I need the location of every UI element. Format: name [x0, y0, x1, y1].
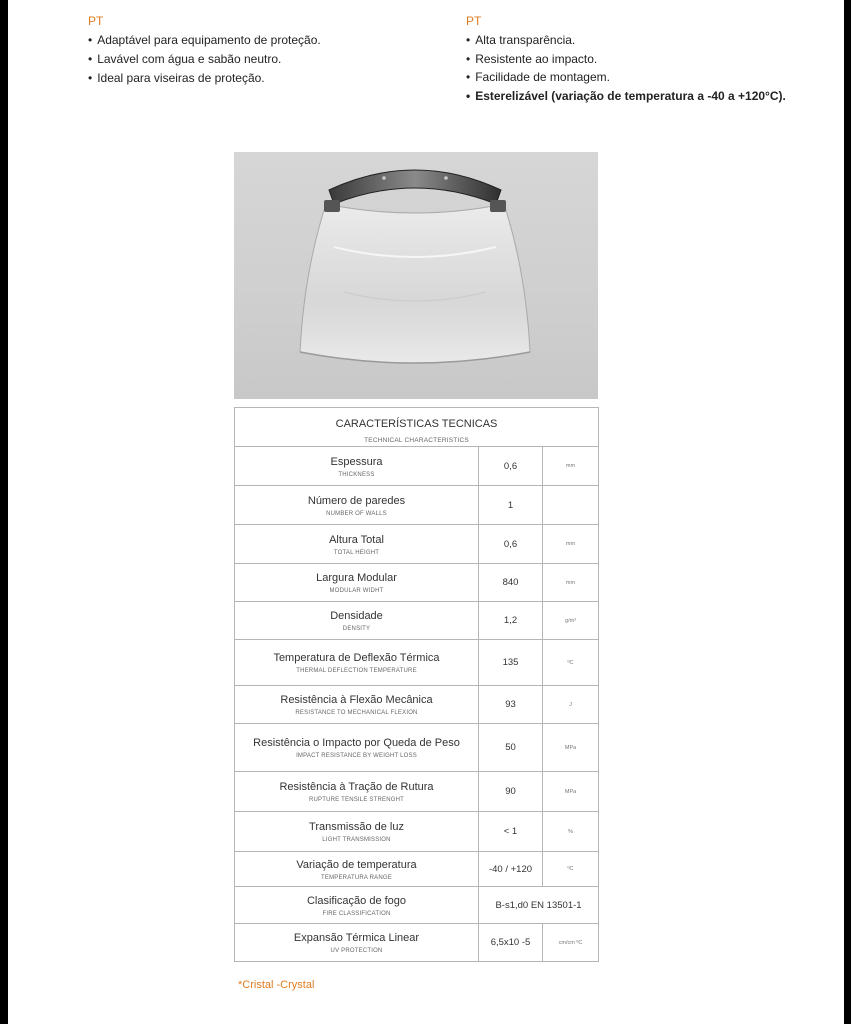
property-unit: J — [543, 686, 599, 724]
property-unit: mm — [543, 564, 599, 602]
property-unit: MPa — [543, 724, 599, 772]
property-value: < 1 — [479, 812, 543, 852]
property-value: 50 — [479, 724, 543, 772]
property-label: Largura Modular — [316, 572, 397, 584]
property-label-en: THERMAL DEFLECTION TEMPERATURE — [296, 668, 417, 674]
property-label: Variação de temperatura — [296, 858, 417, 871]
table-row — [235, 887, 599, 924]
feature-item: • Esterelizável (variação de temperatura a -40 a +120°C). — [466, 87, 786, 106]
property-label-en: FIRE CLASSIFICATION — [322, 910, 391, 917]
property-label: Transmissão de luz — [309, 821, 404, 833]
property-unit: ºC — [543, 852, 599, 887]
property-label-en: IMPACT RESISTANCE BY WEIGHT LOSS — [296, 753, 417, 759]
table-row — [235, 724, 599, 772]
property-label-en: LIGHT TRANSMISSION — [322, 837, 391, 843]
property-label: Resistência à Tração de Rutura — [279, 781, 434, 793]
property-value: 1 — [479, 486, 543, 525]
property-label-en: NUMBER OF WALLS — [326, 510, 387, 517]
property-label: Temperatura de Deflexão Térmica — [273, 652, 440, 664]
property-value: 93 — [479, 686, 543, 724]
table-row — [235, 772, 599, 812]
property-label-en: MODULAR WIDHT — [329, 588, 384, 594]
property-label: Espessura — [330, 455, 383, 468]
property-value: 135 — [479, 640, 543, 686]
feature-item: • Resistente ao impacto. — [466, 50, 786, 69]
feature-item: • Ideal para viseiras de proteção. — [88, 69, 321, 88]
property-value: 90 — [479, 772, 543, 812]
table-row — [235, 564, 599, 602]
property-unit: % — [543, 812, 599, 852]
property-value: 840 — [479, 564, 543, 602]
property-value: 1,2 — [479, 602, 543, 640]
table-row — [235, 486, 599, 525]
property-value: 0,6 — [479, 525, 543, 564]
features-left — [88, 14, 321, 88]
feature-item: • Facilidade de montagem. — [466, 68, 786, 87]
table-row — [235, 525, 599, 564]
property-label: Expansão Térmica Linear — [293, 932, 420, 944]
property-label: Clasificação de fogo — [306, 894, 407, 907]
property-label: Número de paredes — [307, 494, 406, 507]
feature-item: • Alta transparência. — [466, 31, 786, 50]
property-label-en: RUPTURE TENSILE STRENGHT — [308, 797, 405, 803]
table-subtitle: TECHNICAL CHARACTERISTICS — [364, 436, 469, 444]
left-title: PT — [88, 14, 104, 28]
property-unit: cm/cm ºC — [543, 924, 599, 962]
property-value: 6,5x10 -5 — [479, 924, 543, 962]
property-label-en: UV PROTECTION — [330, 948, 383, 954]
footnote: *Cristal -Crystal — [238, 979, 315, 991]
property-unit: ºC — [543, 640, 599, 686]
table-header — [235, 408, 599, 447]
table-row — [235, 447, 599, 486]
property-label: Resistência à Flexão Mecânica — [280, 694, 433, 706]
table-row — [235, 640, 599, 686]
features-right — [466, 14, 786, 105]
table-row — [235, 812, 599, 852]
property-label-en: TOTAL HEIGHT — [333, 549, 380, 556]
property-label-en: TEMPERATURA RANGE — [321, 874, 392, 881]
face-shield-photo — [234, 152, 598, 399]
feature-item: • Lavável com água e sabão neutro. — [88, 50, 321, 69]
property-value: -40 / +120 — [479, 852, 543, 887]
table-row — [235, 686, 599, 724]
table-row — [235, 852, 599, 887]
property-label: Altura Total — [329, 533, 384, 546]
face-shield-illustration — [234, 152, 598, 399]
property-label-en: DENSITY — [342, 626, 371, 632]
property-value: B-s1,d0 EN 13501-1 — [479, 887, 599, 924]
property-label-en: RESISTANCE TO MECHANICAL FLEXION — [295, 710, 418, 716]
property-unit: mm — [543, 447, 599, 486]
property-value: 0,6 — [479, 447, 543, 486]
table-row — [235, 602, 599, 640]
property-unit — [543, 486, 599, 525]
table-title: CARACTERÍSTICAS TECNICAS — [335, 417, 498, 430]
property-unit: MPa — [543, 772, 599, 812]
property-label-en: THICKNESS — [338, 471, 375, 478]
document-page — [8, 0, 844, 1024]
property-label: Resistência o Impacto por Queda de Peso — [253, 737, 460, 749]
feature-item: • Adaptável para equipamento de proteção. — [88, 31, 321, 50]
property-label: Densidade — [330, 610, 383, 622]
table-row — [235, 924, 599, 962]
right-title: PT — [466, 14, 482, 28]
property-unit: g/m³ — [543, 602, 599, 640]
property-unit: mm — [543, 525, 599, 564]
table-header-row — [235, 408, 599, 447]
technical-characteristics-table — [234, 407, 599, 962]
